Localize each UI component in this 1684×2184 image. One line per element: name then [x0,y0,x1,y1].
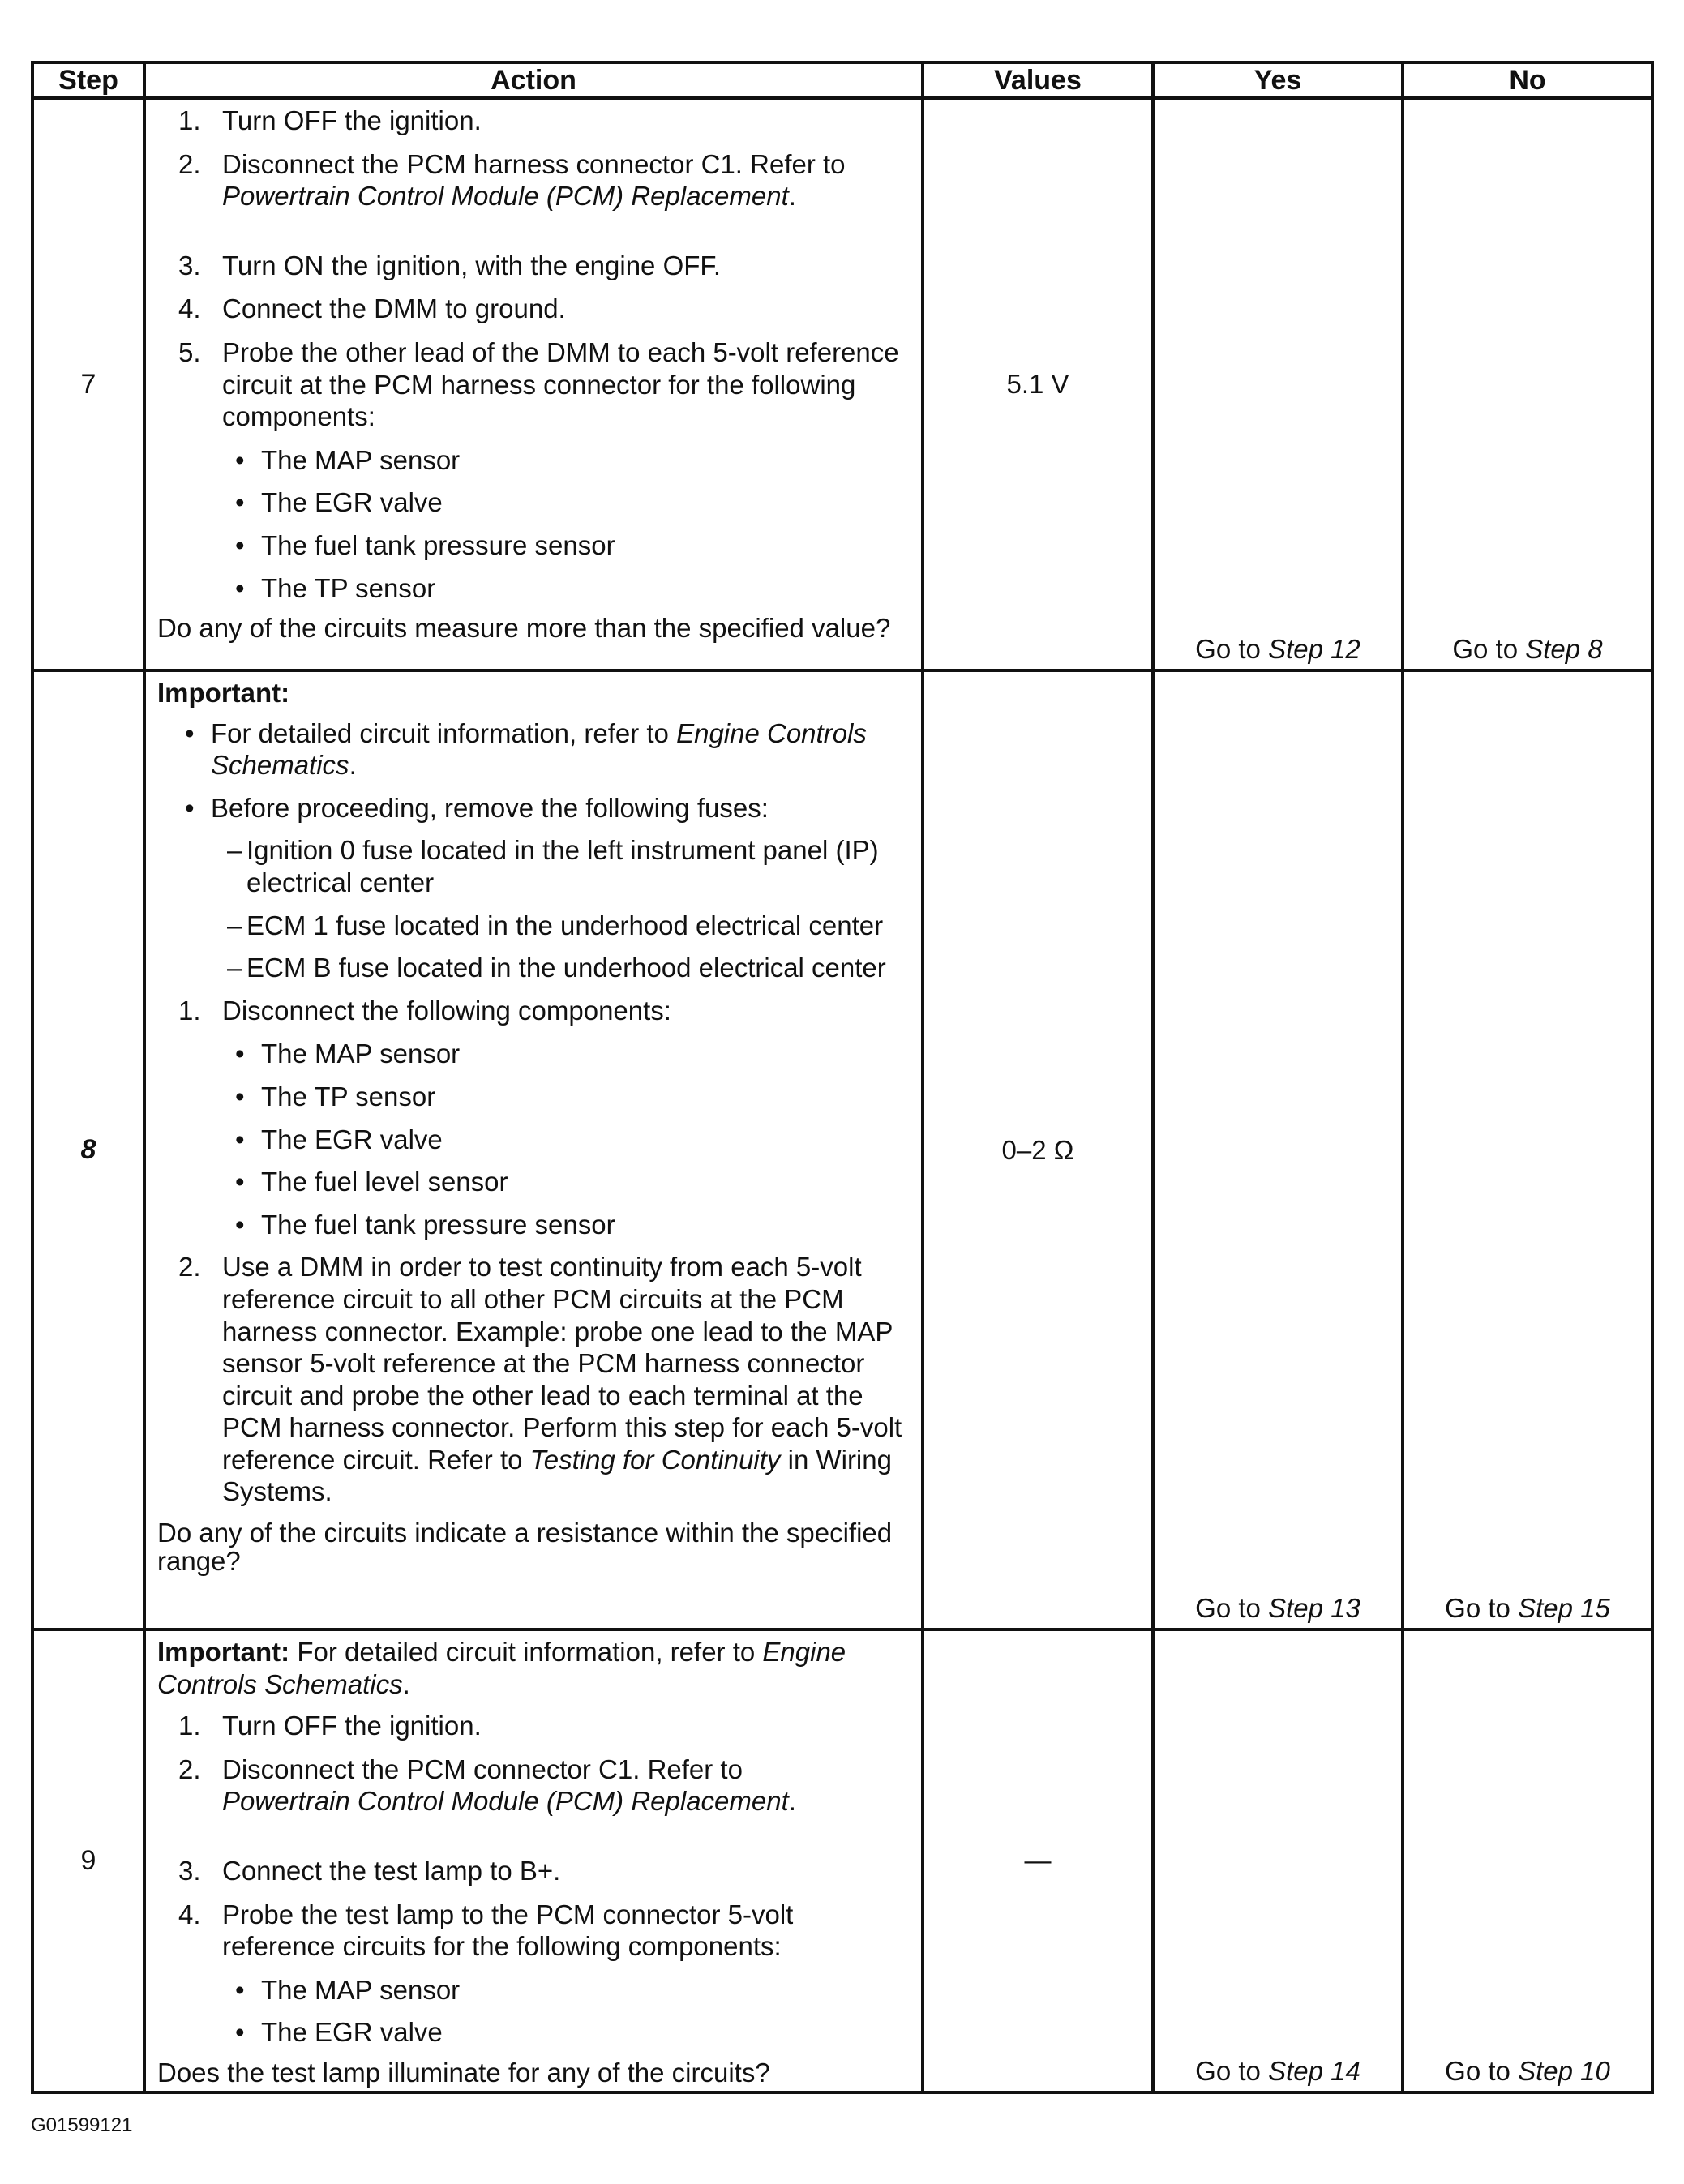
value-cell: 5.1 V [923,98,1153,670]
value-cell: 0–2 Ω [923,670,1153,1629]
fuse-item: – ECM B fuse located in the underhood electrical center [227,953,886,983]
action-cell [144,670,923,1629]
header-no: No [1403,62,1652,98]
reference-link: Engine Controls Schematics [211,717,867,781]
table-row-step-7 [32,98,1652,670]
bullet-item: • The fuel level sensor [235,1167,508,1197]
no-cell: Go to Step 8 [1403,98,1652,670]
yes-cell: Go to Step 14 [1153,1629,1403,2092]
step-number: 7 [32,98,144,670]
table-row-step-8 [32,670,1652,1629]
header-row [32,62,1652,98]
no-step-link: Step 15 [1518,1593,1610,1624]
bullet-item: • The MAP sensor [235,1974,461,2005]
diagnostic-table [31,61,1654,2094]
reference-link: Powertrain Control Module (PCM) Replacement [222,1786,789,1817]
fuse-item: – ECM 1 fuse located in the underhood electrical center [227,910,884,940]
list-item: 1. Turn OFF the ignition. [178,105,482,135]
bullet-item: • The MAP sensor [235,444,461,475]
step-number: 8 [32,670,144,1629]
no-step-link: Step 8 [1525,634,1603,665]
step-number: 9 [32,1629,144,2092]
bullet-item: • The fuel tank pressure sensor [235,1209,615,1240]
list-item: 3. Connect the test lamp to B+. [178,1855,561,1886]
list-item: 1. Turn OFF the ignition. [178,1711,482,1741]
bullet-item: • The TP sensor [235,572,436,603]
yes-cell: Go to Step 13 [1153,670,1403,1629]
list-item: 5. Probe the other lead of the DMM to each 5-volt reference circuit at the PCM harness connector for the following components: [178,336,899,432]
bullet-item: • The EGR valve [235,1124,443,1154]
list-item: 2. Use a DMM in order to test continuity from each 5-volt reference circuit to all other PCM circuits at the PCM harness connector. Example: probe one lead to the MAP sensor 5-volt reference at the PCM harness connector circuit and probe the other lead to each terminal at the PCM harness connector. Perform this step for each 5-volt reference circuit. Refer to Testing for Continuity in Wiring Systems. [178,1252,902,1507]
yes-step-link: Step 14 [1268,2055,1360,2086]
bullet-item: • The fuel tank pressure sensor [235,529,615,560]
action-cell [144,1629,923,2092]
bullet-item: • Before proceeding, remove the following fuses: [185,792,769,823]
list-item: 4. Connect the DMM to ground. [178,293,566,324]
fuse-item: – Ignition 0 fuse located in the left instrument panel (IP) electrical center [227,835,879,897]
action-cell [144,98,923,670]
bullet-item: • For detailed circuit information, refer to Engine Controls Schematics. [185,717,867,781]
list-item: 4. Probe the test lamp to the PCM connector 5-volt reference circuits for the following components: [178,1899,794,1962]
important-note: Important: For detailed circuit information, refer to Engine Controls Schematics. [157,1637,846,1699]
header-action: Action [144,62,923,98]
figure-code: G01599121 [31,2114,133,2136]
list-item: 1. Disconnect the following components: [178,995,671,1026]
reference-link: Powertrain Control Module (PCM) Replacement [222,181,789,212]
header-values: Values [923,62,1153,98]
question-text: Do any of the circuits indicate a resistance within the specified range? [157,1518,893,1576]
question-text: Does the test lamp illuminate for any of the circuits? [157,2057,770,2088]
reference-link: Engine Controls Schematics [157,1637,846,1699]
important-label: Important: [157,678,290,708]
bullet-item: • The MAP sensor [235,1038,461,1069]
list-item: 2. Disconnect the PCM harness connector C1. Refer to Powertrain Control Module (PCM) Replacement. [178,148,846,212]
yes-step-link: Step 13 [1268,1593,1360,1624]
header-step: Step [32,62,144,98]
no-step-link: Step 10 [1518,2055,1610,2086]
header-yes: Yes [1153,62,1403,98]
question-text: Do any of the circuits measure more than the specified value? [157,613,891,644]
bullet-item: • The EGR valve [235,2017,443,2048]
yes-step-link: Step 12 [1268,634,1360,665]
bullet-item: • The TP sensor [235,1081,436,1111]
list-item: 2. Disconnect the PCM connector C1. Refer to Powertrain Control Module (PCM) Replacement. [178,1754,796,1817]
value-cell: — [923,1629,1153,2092]
yes-cell: Go to Step 12 [1153,98,1403,670]
no-cell: Go to Step 15 [1403,670,1652,1629]
reference-link: Testing for Continuity [529,1444,781,1475]
table-row-step-9 [32,1629,1652,2092]
bullet-item: • The EGR valve [235,487,443,518]
no-cell: Go to Step 10 [1403,1629,1652,2092]
list-item: 3. Turn ON the ignition, with the engine OFF. [178,250,722,280]
